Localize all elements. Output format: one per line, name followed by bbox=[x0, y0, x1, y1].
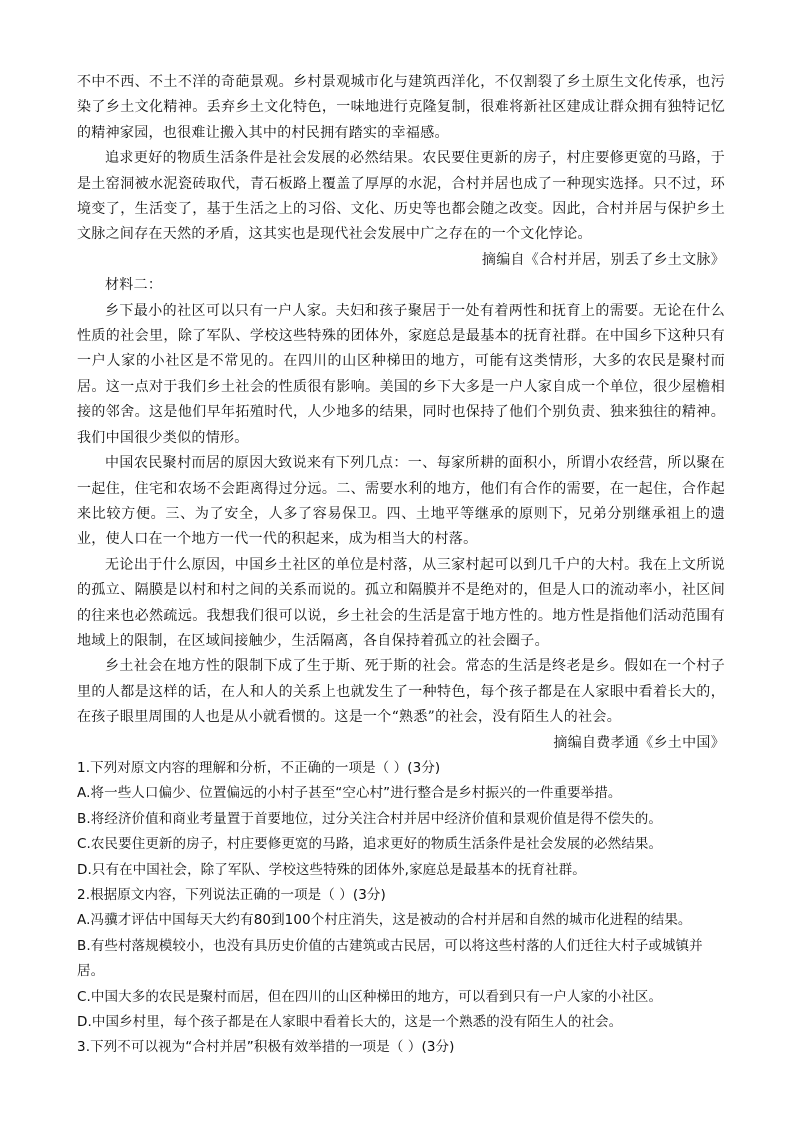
answer-option-b: B.有些村落规模较小，也没有具历史价值的古建筑或古民居，可以将这些村落的人们迁往大村子或城镇并居。 bbox=[77, 937, 703, 980]
passage-paragraph: 乡土社会在地方性的限制下成了生于斯、死于斯的社会。常态的生活是终老是乡。假如在一个村子里的人都是这样的话，在人和人的关系上也就发生了一种特色，每个孩子都是在人家眼中看着长大的，在孩子眼里周围的人也是从小就看惯的。这是一个“熟悉”的社会，没有陌生人的社会。 bbox=[77, 658, 725, 726]
passage-paragraph: 不中不西、不土不洋的奇葩景观。乡村景观城市化与建筑西洋化，不仅割裂了乡土原生文化传承，也污染了乡土文化精神。丢弃乡土文化特色，一味地进行克隆复制，很难将新社区建成让群众拥有独特记忆的精神家园，也很难让搬入其中的村民拥有踏实的幸福感。 bbox=[77, 74, 725, 141]
source-citation: 摘编自《合村并居，别丢了乡土文脉》 bbox=[481, 251, 725, 268]
answer-option-b: B.将经济价值和商业考量置于首要地位，过分关注合村并居中经济价值和景观价值是得不偿失的。 bbox=[77, 810, 662, 827]
question-stem: 1.下列对原文内容的理解和分析，不正确的一项是（ ）(3分) bbox=[77, 759, 441, 776]
answer-option-c: C.中国大多的农民是聚村而居，但在四川的山区种梯田的地方，可以看到只有一户人家的小社区。 bbox=[77, 988, 663, 1005]
question-stem: 2.根据原文内容，下列说法正确的一项是（ ）(3分) bbox=[77, 887, 386, 903]
answer-option-a: A.冯骥才评估中国每天大约有80到100个村庄消失，这是被动的合村并居和自然的城市化进程的结果。 bbox=[77, 912, 692, 929]
material-heading: 材料二： bbox=[105, 277, 163, 294]
source-citation: 摘编自费孝通《乡土中国》 bbox=[553, 734, 725, 751]
answer-option-d: D.只有在中国社会，除了军队、学校这些特殊的团体外,家庭总是最基本的抚育社群。 bbox=[77, 861, 586, 878]
question-stem: 3.下列不可以视为“合村并居”积极有效举措的一项是（ ）(3分) bbox=[77, 1039, 455, 1056]
passage-paragraph: 追求更好的物质生活条件是社会发展的必然结果。农民要住更新的房子，村庄要修更宽的马路，于是土窑洞被水泥瓷砖取代，青石板路上覆盖了厚厚的水泥，合村并居也成了一种现实选择。只不过，环境变了，生活变了，基于生活之上的习俗、文化、历史等也都会随之改变。因此，合村并居与保护乡土文脉之间存在天然的矛盾，这其实也是现代社会发展中广之存在的一个文化悖论。 bbox=[77, 150, 725, 243]
passage-paragraph: 乡下最小的社区可以只有一户人家。夫妇和孩子聚居于一处有着两性和抚育上的需要。无论在什么性质的社会里，除了军队、学校这些特殊的团体外，家庭总是最基本的抚育社群。在中国乡下这种只有一户人家的小社区是不常见的。在四川的山区种梯田的地方，可能有这类情形，大多的农民是聚村而居。这一点对于我们乡土社会的性质很有影响。美国的乡下大多是一户人家自成一个单位，很少屋檐相接的邻舍。这是他们早年拓殖时代，人少地多的结果，同时也保持了他们个别负责、独来独往的精神。我们中国很少类似的情形。 bbox=[77, 302, 725, 446]
answer-option-a: A.将一些人口偏少、位置偏远的小村子甚至“空心村”进行整合是乡村振兴的一件重要举措。 bbox=[77, 785, 622, 802]
page-content bbox=[77, 70, 725, 1061]
passage-paragraph: 中国农民聚村而居的原因大致说来有下列几点：一、每家所耕的面积小，所谓小农经营，所以聚在一起住，住宅和农场不会距离得过分远。二、需要水利的地方，他们有合作的需要，在一起住，合作起来比较方便。三、为了安全，人多了容易保卫。四、土地平等继承的原则下，兄弟分别继承祖上的遗业，使人口在一个地方一代一代的积起来，成为相当大的村落。 bbox=[77, 455, 725, 548]
answer-option-c: C.农民要住更新的房子，村庄要修更宽的马路，追求更好的物质生活条件是社会发展的必然结果。 bbox=[77, 836, 663, 853]
answer-option-d: D.中国乡村里，每个孩子都是在人家眼中看着长大的，这是一个熟悉的没有陌生人的社会。 bbox=[77, 1014, 623, 1031]
passage-paragraph: 无论出于什么原因，中国乡土社区的单位是村落，从三家村起可以到几千户的大村。我在上文所说的孤立、隔膜是以村和村之间的关系而说的。孤立和隔膜并不是绝对的，但是人口的流动率小，社区间的往来也必然疏远。我想我们很可以说，乡土社会的生活是富于地方性的。地方性是指他们活动范围有地域上的限制，在区域间接触少，生活隔离，各自保持着孤立的社会圈子。 bbox=[77, 556, 725, 649]
